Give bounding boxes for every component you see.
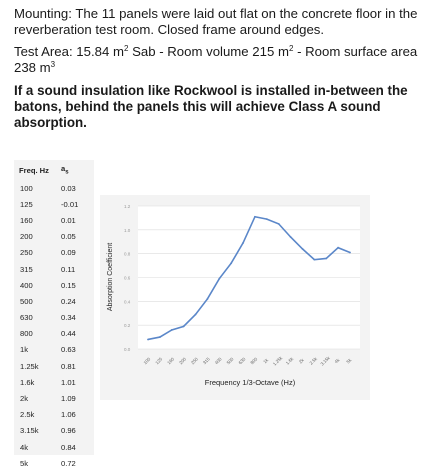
table-row [14,407,94,423]
freq-cell: 160 [20,215,33,225]
y-axis-label: Absorption Coefficient [107,242,114,312]
x-tick-label: 2k [297,357,305,365]
freq-cell: 3.15k [20,426,39,436]
as-column-header: $a_s$ [61,164,69,176]
table-row [14,293,94,309]
table-row [14,245,94,261]
as-cell: 0.72 [61,458,76,468]
data-point [242,242,244,244]
as-cell: 0.96 [61,426,76,436]
as-cell: 1.06 [61,410,76,420]
x-tick-label: 5k [345,357,353,365]
data-point [349,252,351,254]
table-row [14,423,94,439]
intro-text [14,6,424,132]
table-row [14,439,94,455]
data-point [266,218,268,220]
freq-cell: 100 [20,183,33,193]
freq-cell: 500 [20,296,33,306]
freq-cell: 1.25k [20,361,39,371]
as-cell: 0.05 [61,232,76,242]
y-tick-label: 1.2 [124,204,131,209]
as-cell: 0.03 [61,183,76,193]
freq-cell: 200 [20,232,33,242]
freq-cell: 400 [20,280,33,290]
x-tick-label: 400 [213,356,223,366]
as-cell: 0.11 [61,264,76,274]
x-tick-label: 250 [190,356,199,366]
x-tick-label: 630 [237,356,247,366]
x-tick-label: 500 [225,356,235,366]
table-row [14,277,94,293]
absorption-chart [100,195,370,400]
freq-cell: 4k [20,442,29,452]
as-cell: 0.09 [61,248,76,258]
x-tick-label: 315 [201,356,211,366]
as-cell: 0.63 [61,345,76,355]
data-point [171,329,173,331]
data-point [218,278,220,280]
x-tick-label: 200 [178,356,188,366]
as-cell: 1.01 [61,377,76,387]
y-tick-label: 0.6 [124,275,131,281]
y-tick-label: 1.0 [124,227,131,233]
data-point [195,314,197,316]
data-point [278,223,280,225]
freq-cell: 1k [20,345,29,355]
table-row [14,180,94,196]
x-tick-label: 2.5k [308,356,319,366]
y-tick-label: 0.4 [124,299,131,305]
y-tick-label: 0.0 [124,347,131,352]
data-point [254,216,256,218]
y-tick-label: 0.8 [124,251,131,257]
table-row [14,212,94,228]
x-tick-label: 160 [166,356,176,366]
y-tick-label: 0.2 [124,323,131,329]
data-point [313,259,315,261]
as-cell: 0.81 [61,361,76,371]
data-point [147,339,149,341]
x-tick-label: 1k [262,357,270,365]
table-row [14,342,94,358]
freq-cell: 125 [20,199,33,209]
table-row [14,358,94,374]
table-row [14,229,94,245]
absorption-table [14,160,94,468]
as-cell: 0.01 [61,215,76,225]
x-tick-label: 3.15k [319,355,331,367]
freq-cell: 250 [20,248,33,258]
table-header-row [14,160,94,180]
x-tick-label: 1.25k [271,355,284,367]
data-point [325,258,327,260]
data-point [290,236,292,238]
freq-cell: 315 [20,264,33,274]
freq-column-header: Freq. Hz [19,165,49,175]
data-point [183,325,185,327]
data-point [159,336,161,338]
table-row [14,261,94,277]
x-tick-label: 800 [249,356,259,366]
data-point [230,262,232,264]
freq-cell: 2.5k [20,410,35,420]
freq-cell: 1.6k [20,377,35,387]
x-tick-label: 100 [142,356,152,366]
mounting-text: Mounting: The 11 panels were laid out flat on the concrete floor in the reverberation test room. Closed frame around edges. [14,6,418,38]
as-cell: -0.01 [61,199,79,209]
table-row [14,374,94,390]
as-cell: 0.34 [61,313,76,323]
freq-cell: 800 [20,329,33,339]
freq-cell: 2k [20,394,29,404]
data-point [302,248,304,250]
x-tick-label: 1.6k [284,356,295,366]
x-tick-label: 125 [154,356,164,366]
as-cell: 0.24 [61,296,76,306]
freq-cell: 5k [20,458,29,468]
as-cell: 0.84 [61,442,76,452]
data-point [207,298,209,300]
x-tick-label: 4k [333,357,341,365]
table-row [14,196,94,212]
test-area-text: Test Area: 15.84 $m^2$ Sab - Room volume 215 $m^2$ - Room surface area 238 $m^3$ [14,43,418,76]
table-row [14,326,94,342]
table-row [14,390,94,406]
freq-cell: 630 [20,313,33,323]
table-row [14,310,94,326]
data-point [337,247,339,249]
insulation-note: If a sound insulation like Rockwool is installed in-between the batons, behind the panels this will achieve Class A sound absorption. [14,82,408,131]
as-cell: 1.09 [61,394,76,404]
as-cell: 0.44 [61,329,76,339]
x-axis-label: Frequency 1/3-Octave (Hz) [204,378,296,387]
as-cell: 0.15 [61,280,76,290]
